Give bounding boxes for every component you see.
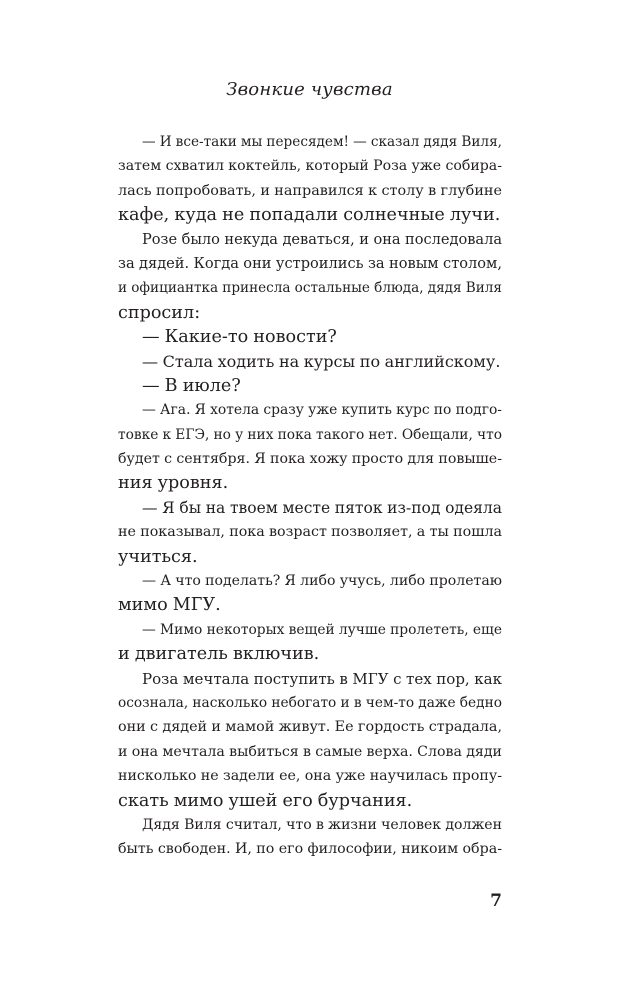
text-line: — Мимо некоторых вещей лучше пролететь, еще [142, 621, 502, 638]
text-line: — Ага. Я хотела сразу уже купить курс по подго- [142, 402, 502, 419]
paragraph [118, 374, 502, 398]
text-line: лась попробовать, и направился к столу в глубине [118, 182, 502, 199]
running-head: Звонкие чувства [226, 79, 393, 100]
text-line: Розе было некуда деваться, и она последовала [142, 230, 502, 248]
paragraph [118, 350, 502, 374]
paragraph [118, 496, 502, 569]
text-line: быть свободен. И, по его философии, никоим обра- [118, 841, 502, 858]
paragraph [118, 130, 502, 228]
text-line: и она мечтала выбиться в самые верха. Слова дяди [118, 743, 502, 760]
text-line: товке к ЕГЭ, но у них пока такого нет. Обещали, что [118, 426, 502, 443]
text-line: скать мимо ушей его бурчания. [118, 790, 413, 811]
text-line: и двигатель включив. [118, 644, 320, 665]
text-line: учиться. [118, 546, 198, 567]
text-line: осознала, насколько небогато и в чем-то даже бедно [118, 694, 502, 711]
page-number: 7 [490, 891, 502, 911]
text-line: кафе, куда не попадали солнечные лучи. [118, 205, 501, 226]
text-line: — В июле? [142, 375, 241, 396]
paragraph [118, 667, 502, 813]
text-line: — Какие-то новости? [142, 327, 337, 348]
text-line: за дядей. Когда они устроились за новым столом, [118, 254, 502, 272]
paragraph [118, 325, 502, 349]
text-line: Роза мечтала поступить в МГУ с тех пор, как [142, 669, 502, 688]
text-line: будет с сентября. Я пока хожу просто для повыше- [118, 451, 502, 468]
text-line: нисколько не задели ее, она уже научилась пропу- [118, 768, 502, 785]
text-line: затем схватил коктейль, который Роза уже собира- [118, 158, 502, 175]
paragraph [118, 813, 502, 862]
text-line: не показывал, пока возраст позволяет, а ты пошла [118, 524, 502, 541]
text-line: Дядя Виля считал, что в жизни человек должен [142, 816, 502, 833]
text-line: и официантка принесла остальные блюда, дядя Виля [118, 280, 502, 297]
text-line: мимо МГУ. [118, 595, 221, 616]
paragraph [118, 618, 502, 667]
paragraph [118, 398, 502, 496]
text-line: спросил: [118, 302, 201, 323]
text-line: они с дядей и мамой живут. Ее гордость страдала, [118, 719, 502, 736]
paragraph [118, 569, 502, 618]
text-line: — А что поделать? Я либо учусь, либо пролетаю [142, 573, 502, 590]
text-line: — Стала ходить на курсы по английскому. [142, 351, 501, 371]
text-line: ния уровня. [118, 473, 229, 494]
body-text [118, 130, 502, 862]
paragraph [118, 228, 502, 326]
text-line: — Я бы на твоем месте пяток из-под одеяла [142, 498, 502, 517]
text-line: — И все-таки мы пересядем! — сказал дядя Виля, [142, 134, 502, 150]
